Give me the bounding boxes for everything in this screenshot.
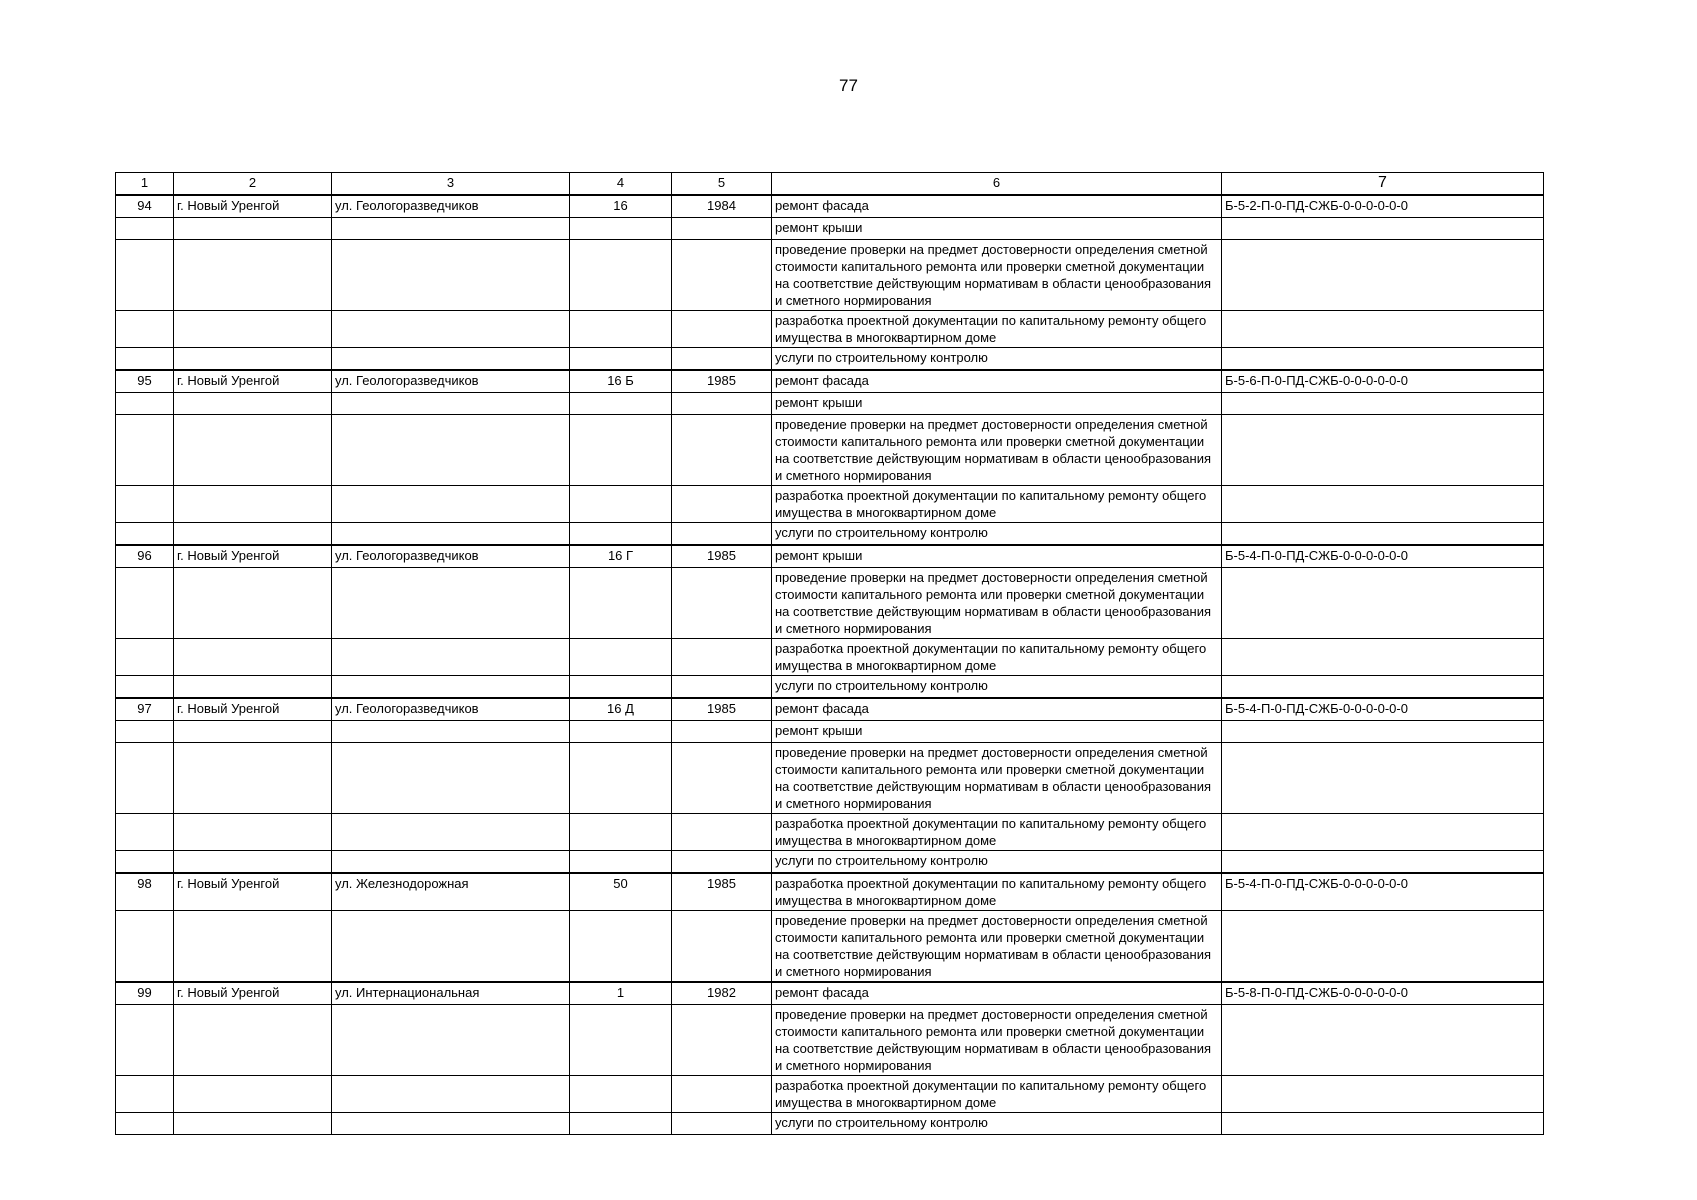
row-number: 97 — [116, 698, 174, 721]
table-row — [116, 814, 1544, 851]
table-row — [116, 698, 1544, 721]
table-row — [116, 873, 1544, 911]
table-body — [116, 195, 1544, 1135]
row-number — [116, 240, 174, 311]
work-type-cell: разработка проектной документации по капитальному ремонту общего имущества в многоквартирном доме — [772, 1076, 1222, 1113]
build-year-cell — [672, 911, 772, 983]
column-header: 1 — [116, 173, 174, 196]
work-type-cell: разработка проектной документации по капитальному ремонту общего имущества в многоквартирном доме — [772, 639, 1222, 676]
house-number-cell: 1 — [570, 982, 672, 1005]
build-year-cell — [672, 568, 772, 639]
work-type-cell: услуги по строительному контролю — [772, 676, 1222, 699]
column-header: 7 — [1222, 173, 1544, 196]
row-number — [116, 348, 174, 371]
row-number — [116, 911, 174, 983]
table-row — [116, 851, 1544, 874]
table-row — [116, 370, 1544, 393]
house-number-cell — [570, 348, 672, 371]
code-cell — [1222, 639, 1544, 676]
house-number-cell — [570, 639, 672, 676]
city-cell — [174, 218, 332, 240]
street-cell — [332, 1005, 570, 1076]
house-number-cell: 16 Д — [570, 698, 672, 721]
table-row — [116, 486, 1544, 523]
build-year-cell: 1984 — [672, 195, 772, 218]
code-cell — [1222, 240, 1544, 311]
column-header: 2 — [174, 173, 332, 196]
row-number — [116, 721, 174, 743]
build-year-cell — [672, 676, 772, 699]
work-type-cell: ремонт фасада — [772, 698, 1222, 721]
code-cell — [1222, 1113, 1544, 1135]
code-cell — [1222, 851, 1544, 874]
code-cell — [1222, 1005, 1544, 1076]
build-year-cell — [672, 348, 772, 371]
build-year-cell: 1985 — [672, 545, 772, 568]
city-cell — [174, 1005, 332, 1076]
house-number-cell — [570, 218, 672, 240]
city-cell — [174, 814, 332, 851]
work-type-cell: ремонт фасада — [772, 982, 1222, 1005]
work-type-cell: ремонт крыши — [772, 218, 1222, 240]
repair-register-table — [115, 172, 1544, 1135]
work-type-cell: разработка проектной документации по капитальному ремонту общего имущества в многоквартирном доме — [772, 486, 1222, 523]
table-row — [116, 982, 1544, 1005]
city-cell — [174, 486, 332, 523]
code-cell — [1222, 721, 1544, 743]
street-cell — [332, 1113, 570, 1135]
code-cell: Б-5-4-П-0-ПД-СЖБ-0-0-0-0-0-0 — [1222, 545, 1544, 568]
work-type-cell: услуги по строительному контролю — [772, 348, 1222, 371]
table-row — [116, 348, 1544, 371]
row-number: 96 — [116, 545, 174, 568]
code-cell: Б-5-6-П-0-ПД-СЖБ-0-0-0-0-0-0 — [1222, 370, 1544, 393]
build-year-cell — [672, 851, 772, 874]
work-type-cell: разработка проектной документации по капитальному ремонту общего имущества в многоквартирном доме — [772, 873, 1222, 911]
code-cell — [1222, 676, 1544, 699]
table-row — [116, 721, 1544, 743]
row-number — [116, 1076, 174, 1113]
table-row — [116, 1005, 1544, 1076]
work-type-cell: услуги по строительному контролю — [772, 1113, 1222, 1135]
table-row — [116, 415, 1544, 486]
city-cell — [174, 911, 332, 983]
table-row — [116, 195, 1544, 218]
build-year-cell — [672, 523, 772, 546]
house-number-cell — [570, 743, 672, 814]
table-row — [116, 393, 1544, 415]
table-row — [116, 523, 1544, 546]
street-cell: ул. Геологоразведчиков — [332, 195, 570, 218]
work-type-cell: разработка проектной документации по капитальному ремонту общего имущества в многоквартирном доме — [772, 814, 1222, 851]
street-cell — [332, 240, 570, 311]
build-year-cell — [672, 393, 772, 415]
city-cell — [174, 415, 332, 486]
house-number-cell — [570, 523, 672, 546]
work-type-cell: услуги по строительному контролю — [772, 523, 1222, 546]
code-cell — [1222, 393, 1544, 415]
city-cell: г. Новый Уренгой — [174, 370, 332, 393]
street-cell — [332, 639, 570, 676]
table-row — [116, 1113, 1544, 1135]
house-number-cell — [570, 568, 672, 639]
house-number-cell — [570, 911, 672, 983]
work-type-cell: проведение проверки на предмет достоверности определения сметной стоимости капитального ремонта или проверки сметной документации на соответствие действующим нормативам в области ценообразования и сметного нормирования — [772, 1005, 1222, 1076]
street-cell — [332, 523, 570, 546]
code-cell — [1222, 218, 1544, 240]
row-number — [116, 568, 174, 639]
build-year-cell — [672, 1076, 772, 1113]
street-cell — [332, 814, 570, 851]
house-number-cell — [570, 415, 672, 486]
row-number — [116, 851, 174, 874]
house-number-cell: 16 — [570, 195, 672, 218]
street-cell — [332, 911, 570, 983]
code-cell — [1222, 486, 1544, 523]
house-number-cell — [570, 1113, 672, 1135]
code-cell: Б-5-4-П-0-ПД-СЖБ-0-0-0-0-0-0 — [1222, 698, 1544, 721]
table-row — [116, 676, 1544, 699]
work-type-cell: проведение проверки на предмет достоверности определения сметной стоимости капитального ремонта или проверки сметной документации на соответствие действующим нормативам в области ценообразования и сметного нормирования — [772, 568, 1222, 639]
street-cell — [332, 415, 570, 486]
row-number — [116, 1005, 174, 1076]
column-header: 6 — [772, 173, 1222, 196]
house-number-cell: 16 Б — [570, 370, 672, 393]
build-year-cell — [672, 721, 772, 743]
build-year-cell — [672, 218, 772, 240]
city-cell — [174, 1113, 332, 1135]
street-cell: ул. Геологоразведчиков — [332, 370, 570, 393]
build-year-cell — [672, 415, 772, 486]
house-number-cell — [570, 721, 672, 743]
work-type-cell: проведение проверки на предмет достоверности определения сметной стоимости капитального ремонта или проверки сметной документации на соответствие действующим нормативам в области ценообразования и сметного нормирования — [772, 743, 1222, 814]
code-cell — [1222, 1076, 1544, 1113]
column-header: 4 — [570, 173, 672, 196]
city-cell — [174, 311, 332, 348]
house-number-cell — [570, 676, 672, 699]
street-cell — [332, 568, 570, 639]
work-type-cell: ремонт крыши — [772, 721, 1222, 743]
build-year-cell — [672, 1005, 772, 1076]
build-year-cell — [672, 639, 772, 676]
street-cell — [332, 721, 570, 743]
table-row — [116, 743, 1544, 814]
street-cell — [332, 743, 570, 814]
row-number — [116, 218, 174, 240]
column-header: 3 — [332, 173, 570, 196]
city-cell — [174, 743, 332, 814]
page-number: 77 — [839, 76, 858, 95]
city-cell: г. Новый Уренгой — [174, 873, 332, 911]
row-number: 95 — [116, 370, 174, 393]
code-cell — [1222, 568, 1544, 639]
build-year-cell — [672, 743, 772, 814]
row-number: 99 — [116, 982, 174, 1005]
build-year-cell: 1982 — [672, 982, 772, 1005]
build-year-cell — [672, 311, 772, 348]
city-cell — [174, 348, 332, 371]
work-type-cell: ремонт фасада — [772, 370, 1222, 393]
street-cell — [332, 676, 570, 699]
city-cell: г. Новый Уренгой — [174, 698, 332, 721]
work-type-cell: проведение проверки на предмет достоверности определения сметной стоимости капитального ремонта или проверки сметной документации на соответствие действующим нормативам в области ценообразования и сметного нормирования — [772, 911, 1222, 983]
city-cell — [174, 851, 332, 874]
table-row — [116, 218, 1544, 240]
city-cell — [174, 1076, 332, 1113]
code-cell: Б-5-4-П-0-ПД-СЖБ-0-0-0-0-0-0 — [1222, 873, 1544, 911]
street-cell: ул. Геологоразведчиков — [332, 698, 570, 721]
street-cell: ул. Геологоразведчиков — [332, 545, 570, 568]
row-number — [116, 523, 174, 546]
city-cell — [174, 639, 332, 676]
table-row — [116, 240, 1544, 311]
city-cell — [174, 568, 332, 639]
street-cell: ул. Железнодорожная — [332, 873, 570, 911]
build-year-cell: 1985 — [672, 873, 772, 911]
build-year-cell — [672, 486, 772, 523]
house-number-cell — [570, 1076, 672, 1113]
build-year-cell: 1985 — [672, 698, 772, 721]
code-cell: Б-5-8-П-0-ПД-СЖБ-0-0-0-0-0-0 — [1222, 982, 1544, 1005]
street-cell — [332, 393, 570, 415]
code-cell — [1222, 523, 1544, 546]
row-number — [116, 676, 174, 699]
city-cell: г. Новый Уренгой — [174, 982, 332, 1005]
column-number-row — [116, 173, 1544, 196]
house-number-cell — [570, 486, 672, 523]
row-number — [116, 393, 174, 415]
work-type-cell: ремонт фасада — [772, 195, 1222, 218]
city-cell — [174, 523, 332, 546]
table-row — [116, 639, 1544, 676]
build-year-cell — [672, 240, 772, 311]
row-number — [116, 814, 174, 851]
work-type-cell: ремонт крыши — [772, 393, 1222, 415]
street-cell: ул. Интернациональная — [332, 982, 570, 1005]
work-type-cell: проведение проверки на предмет достоверности определения сметной стоимости капитального ремонта или проверки сметной документации на соответствие действующим нормативам в области ценообразования и сметного нормирования — [772, 415, 1222, 486]
street-cell — [332, 218, 570, 240]
row-number — [116, 639, 174, 676]
table-row — [116, 911, 1544, 983]
house-number-cell: 16 Г — [570, 545, 672, 568]
work-type-cell: услуги по строительному контролю — [772, 851, 1222, 874]
street-cell — [332, 311, 570, 348]
code-cell — [1222, 743, 1544, 814]
house-number-cell — [570, 814, 672, 851]
street-cell — [332, 1076, 570, 1113]
code-cell — [1222, 911, 1544, 983]
work-type-cell: ремонт крыши — [772, 545, 1222, 568]
build-year-cell: 1985 — [672, 370, 772, 393]
column-header: 5 — [672, 173, 772, 196]
city-cell — [174, 240, 332, 311]
work-type-cell: проведение проверки на предмет достоверности определения сметной стоимости капитального ремонта или проверки сметной документации на соответствие действующим нормативам в области ценообразования и сметного нормирования — [772, 240, 1222, 311]
code-cell — [1222, 814, 1544, 851]
work-type-cell: разработка проектной документации по капитальному ремонту общего имущества в многоквартирном доме — [772, 311, 1222, 348]
house-number-cell: 50 — [570, 873, 672, 911]
house-number-cell — [570, 393, 672, 415]
row-number: 94 — [116, 195, 174, 218]
city-cell — [174, 393, 332, 415]
row-number — [116, 415, 174, 486]
street-cell — [332, 486, 570, 523]
row-number — [116, 743, 174, 814]
city-cell: г. Новый Уренгой — [174, 195, 332, 218]
house-number-cell — [570, 1005, 672, 1076]
city-cell — [174, 676, 332, 699]
house-number-cell — [570, 240, 672, 311]
code-cell — [1222, 415, 1544, 486]
row-number — [116, 1113, 174, 1135]
street-cell — [332, 348, 570, 371]
street-cell — [332, 851, 570, 874]
house-number-cell — [570, 311, 672, 348]
build-year-cell — [672, 1113, 772, 1135]
build-year-cell — [672, 814, 772, 851]
code-cell — [1222, 348, 1544, 371]
city-cell: г. Новый Уренгой — [174, 545, 332, 568]
city-cell — [174, 721, 332, 743]
table-row — [116, 311, 1544, 348]
code-cell: Б-5-2-П-0-ПД-СЖБ-0-0-0-0-0-0 — [1222, 195, 1544, 218]
row-number: 98 — [116, 873, 174, 911]
house-number-cell — [570, 851, 672, 874]
table-row — [116, 545, 1544, 568]
row-number — [116, 486, 174, 523]
table-row — [116, 568, 1544, 639]
code-cell — [1222, 311, 1544, 348]
row-number — [116, 311, 174, 348]
table-row — [116, 1076, 1544, 1113]
